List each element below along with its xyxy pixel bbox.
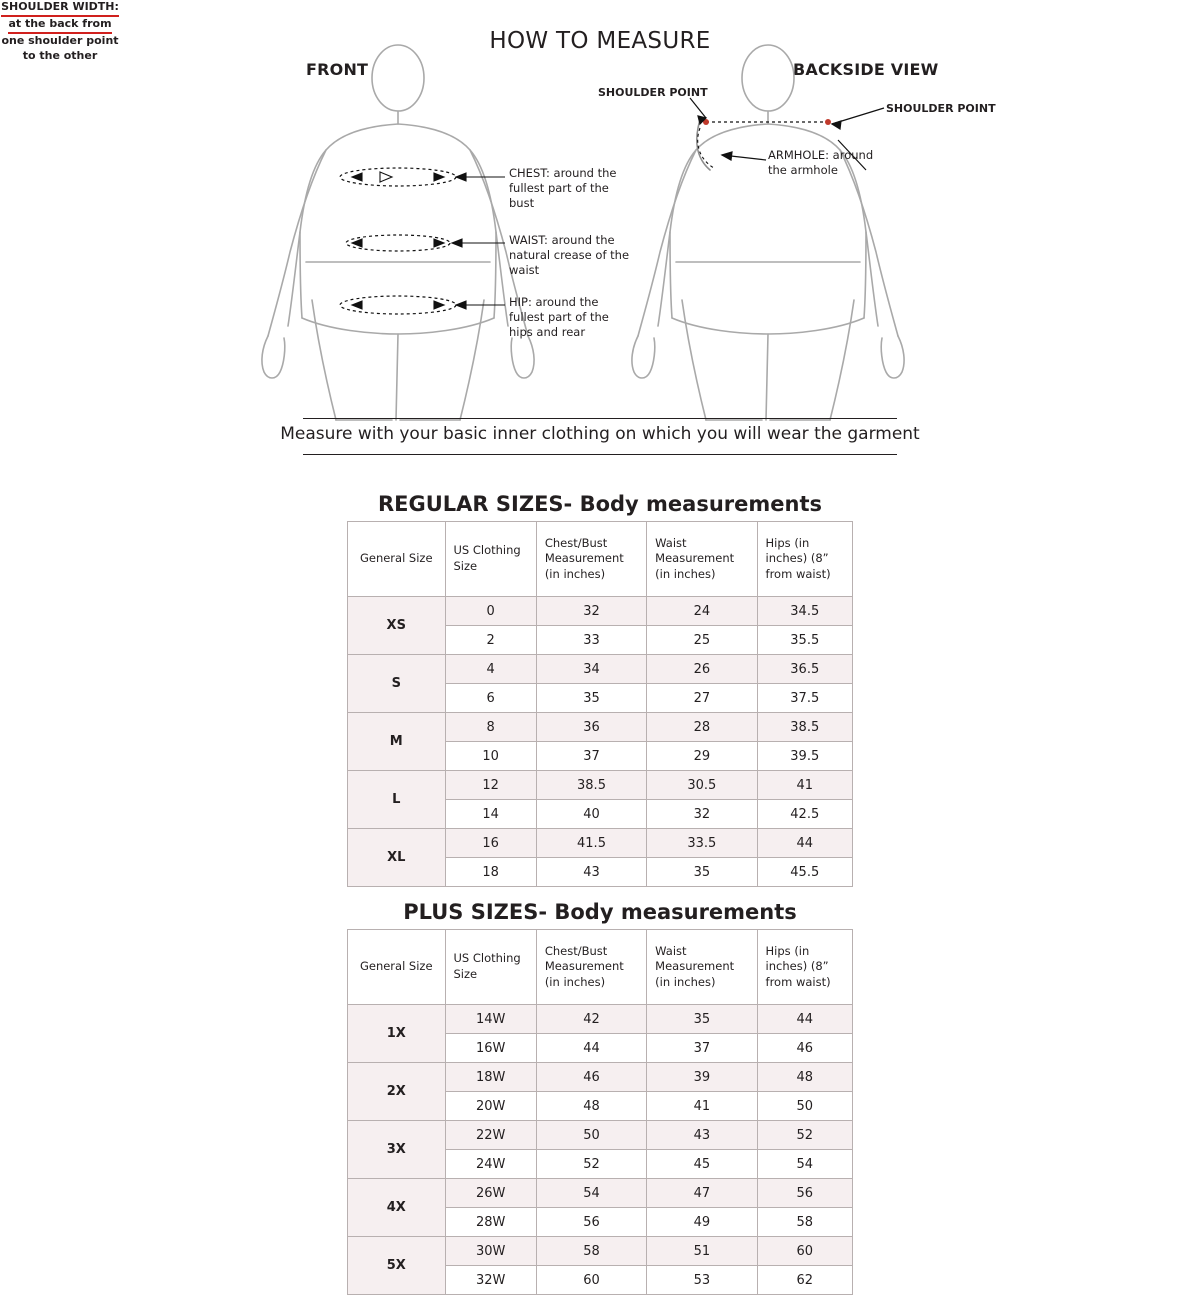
hips-cell: 56: [757, 1179, 852, 1208]
hips-cell: 45.5: [757, 858, 852, 887]
us-size-cell: 4: [445, 655, 536, 684]
header-general-size: General Size: [348, 522, 446, 597]
regular-table-body: [348, 597, 853, 887]
chest-cell: 44: [536, 1034, 646, 1063]
plus-sizes-table: [347, 929, 853, 1295]
general-size-cell: 2X: [348, 1063, 446, 1121]
general-size-cell: M: [348, 713, 446, 771]
waist-cell: 51: [647, 1237, 757, 1266]
hips-cell: 44: [757, 829, 852, 858]
hips-cell: 42.5: [757, 800, 852, 829]
shoulder-width-title: SHOULDER WIDTH:: [1, 0, 119, 17]
chest-cell: 40: [536, 800, 646, 829]
us-size-cell: 20W: [445, 1092, 536, 1121]
shoulder-width-line4: to the other: [22, 48, 98, 62]
hips-cell: 58: [757, 1208, 852, 1237]
general-size-cell: S: [348, 655, 446, 713]
waist-cell: 49: [647, 1208, 757, 1237]
shoulder-width-line3: one shoulder point: [1, 33, 119, 47]
shoulder-point-back-callout: SHOULDER POINT: [886, 102, 996, 115]
us-size-cell: 26W: [445, 1179, 536, 1208]
regular-sizes-title: REGULAR SIZES- Body measurements: [377, 492, 822, 516]
header-us-clothing-size: US Clothing Size: [445, 930, 536, 1005]
table-row: [348, 713, 853, 742]
waist-cell: 41: [647, 1092, 757, 1121]
header-general-size: General Size: [348, 930, 446, 1005]
chest-cell: 54: [536, 1179, 646, 1208]
us-size-cell: 18: [445, 858, 536, 887]
chest-cell: 52: [536, 1150, 646, 1179]
us-size-cell: 0: [445, 597, 536, 626]
hips-cell: 37.5: [757, 684, 852, 713]
us-size-cell: 30W: [445, 1237, 536, 1266]
plus-sizes-title: PLUS SIZES- Body measurements: [403, 900, 797, 924]
us-size-cell: 16W: [445, 1034, 536, 1063]
general-size-cell: 4X: [348, 1179, 446, 1237]
hips-cell: 41: [757, 771, 852, 800]
us-size-cell: 10: [445, 742, 536, 771]
table-row: [348, 771, 853, 800]
chest-callout: CHEST: around the fullest part of the bust: [509, 166, 617, 211]
waist-cell: 24: [647, 597, 757, 626]
armhole-callout: ARMHOLE: around the armhole: [768, 148, 874, 178]
header-us-clothing-size: US Clothing Size: [445, 522, 536, 597]
table-row: [348, 1121, 853, 1150]
table-row: [348, 1005, 853, 1034]
plus-table-header: [348, 930, 853, 1005]
table-row: [348, 829, 853, 858]
waist-cell: 29: [647, 742, 757, 771]
waist-callout: WAIST: around the natural crease of the waist: [509, 233, 630, 278]
chest-cell: 35: [536, 684, 646, 713]
us-size-cell: 16: [445, 829, 536, 858]
hips-cell: 62: [757, 1266, 852, 1295]
shoulder-width-line2: at the back from: [8, 17, 111, 34]
table-row: [348, 597, 853, 626]
us-size-cell: 14W: [445, 1005, 536, 1034]
shoulder-point-front-callout: SHOULDER POINT: [598, 86, 708, 99]
table-row: [348, 1237, 853, 1266]
hips-cell: 39.5: [757, 742, 852, 771]
chest-cell: 58: [536, 1237, 646, 1266]
general-size-cell: XL: [348, 829, 446, 887]
hips-cell: 38.5: [757, 713, 852, 742]
chest-cell: 60: [536, 1266, 646, 1295]
chest-cell: 46: [536, 1063, 646, 1092]
chest-cell: 36: [536, 713, 646, 742]
waist-cell: 39: [647, 1063, 757, 1092]
hips-cell: 35.5: [757, 626, 852, 655]
general-size-cell: 3X: [348, 1121, 446, 1179]
chest-cell: 33: [536, 626, 646, 655]
waist-cell: 32: [647, 800, 757, 829]
diagram-title: HOW TO MEASURE: [489, 28, 711, 54]
us-size-cell: 32W: [445, 1266, 536, 1295]
table-row: [348, 655, 853, 684]
us-size-cell: 6: [445, 684, 536, 713]
note-divider-bottom: [303, 454, 897, 455]
table-row: [348, 1063, 853, 1092]
regular-sizes-table: [347, 521, 853, 887]
chest-cell: 34: [536, 655, 646, 684]
hips-cell: 50: [757, 1092, 852, 1121]
waist-cell: 47: [647, 1179, 757, 1208]
us-size-cell: 8: [445, 713, 536, 742]
hip-callout: HIP: around the fullest part of the hips and rear: [509, 295, 609, 340]
us-size-cell: 24W: [445, 1150, 536, 1179]
hips-cell: 34.5: [757, 597, 852, 626]
waist-cell: 26: [647, 655, 757, 684]
note-divider-top: [303, 418, 897, 419]
chest-cell: 42: [536, 1005, 646, 1034]
chest-cell: 50: [536, 1121, 646, 1150]
waist-cell: 28: [647, 713, 757, 742]
chest-cell: 38.5: [536, 771, 646, 800]
general-size-cell: 1X: [348, 1005, 446, 1063]
us-size-cell: 18W: [445, 1063, 536, 1092]
general-size-cell: 5X: [348, 1237, 446, 1295]
hips-cell: 48: [757, 1063, 852, 1092]
us-size-cell: 22W: [445, 1121, 536, 1150]
general-size-cell: L: [348, 771, 446, 829]
header-waist: Waist Measurement (in inches): [647, 930, 757, 1005]
header-hips: Hips (in inches) (8” from waist): [757, 930, 852, 1005]
general-size-cell: XS: [348, 597, 446, 655]
hips-cell: 54: [757, 1150, 852, 1179]
waist-cell: 30.5: [647, 771, 757, 800]
waist-cell: 45: [647, 1150, 757, 1179]
chest-cell: 48: [536, 1092, 646, 1121]
header-waist: Waist Measurement (in inches): [647, 522, 757, 597]
waist-cell: 43: [647, 1121, 757, 1150]
header-chest-bust: Chest/Bust Measurement (in inches): [536, 522, 646, 597]
plus-table-body: [348, 1005, 853, 1295]
header-chest-bust: Chest/Bust Measurement (in inches): [536, 930, 646, 1005]
header-hips: Hips (in inches) (8” from waist): [757, 522, 852, 597]
hips-cell: 46: [757, 1034, 852, 1063]
chest-cell: 37: [536, 742, 646, 771]
measure-note: Measure with your basic inner clothing on which you will wear the garment: [280, 424, 920, 444]
waist-cell: 25: [647, 626, 757, 655]
waist-cell: 27: [647, 684, 757, 713]
armhole-measure-line: [698, 128, 714, 168]
waist-cell: 35: [647, 1005, 757, 1034]
table-row: [348, 1179, 853, 1208]
waist-cell: 53: [647, 1266, 757, 1295]
waist-cell: 33.5: [647, 829, 757, 858]
front-view-label: FRONT: [306, 60, 369, 79]
us-size-cell: 2: [445, 626, 536, 655]
chest-cell: 56: [536, 1208, 646, 1237]
chest-cell: 41.5: [536, 829, 646, 858]
chest-cell: 43: [536, 858, 646, 887]
hips-cell: 44: [757, 1005, 852, 1034]
hips-cell: 52: [757, 1121, 852, 1150]
chest-cell: 32: [536, 597, 646, 626]
us-size-cell: 12: [445, 771, 536, 800]
waist-cell: 37: [647, 1034, 757, 1063]
how-to-measure-diagram: [0, 0, 1200, 470]
hips-cell: 36.5: [757, 655, 852, 684]
waist-cell: 35: [647, 858, 757, 887]
us-size-cell: 14: [445, 800, 536, 829]
backside-view-label: BACKSIDE VIEW: [793, 60, 939, 79]
hips-cell: 60: [757, 1237, 852, 1266]
us-size-cell: 28W: [445, 1208, 536, 1237]
regular-table-header: [348, 522, 853, 597]
